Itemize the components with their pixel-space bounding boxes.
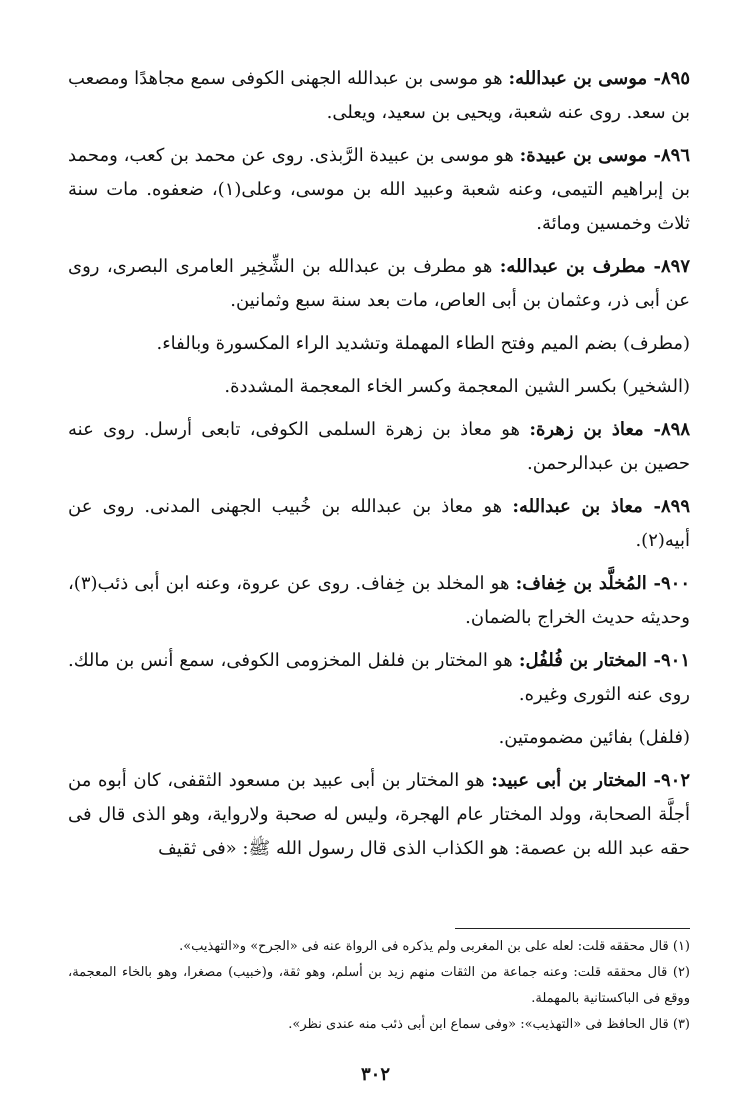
entry-body: (الشخير) بكسر الشين المعجمة وكسر الخاء المعجمة المشددة. (224, 376, 690, 397)
entry-heading: ٨٩٧- مطرف بن عبدالله: (499, 256, 691, 277)
entry-body: (مطرف) بضم الميم وفتح الطاء المهملة وتشديد الراء المكسورة وبالفاء. (156, 333, 690, 354)
page-number: ٣٠٢ (360, 1064, 390, 1085)
entry-899 (68, 490, 690, 558)
note-fulful (68, 721, 690, 755)
entry-901 (68, 644, 690, 712)
entry-heading: ٩٠٢- المختار بن أبى عبيد: (491, 770, 690, 791)
entry-896 (68, 139, 690, 241)
note-shikhkhir (68, 370, 690, 404)
footnote-1: (١) قال محققه قلت: لعله على بن المغربى ولم يذكره فى الرواة عنه فى «الجرح» و«التهذيب». (179, 939, 690, 954)
footnote-3: (٣) قال الحافظ فى «التهذيب»: «وفى سماع ابن أبى ذئب منه عندى نظر». (288, 1017, 690, 1032)
entry-body: هو المختار بن فلفل المخزومى الكوفى، سمع أنس بن مالك. روى عنه الثورى وغيره. (68, 650, 690, 705)
entry-body: هو المخلد بن خِفاف. روى عن عروة، وعنه ابن أبى ذئب(٣)، وحديثه حديث الخراج بالضمان. (68, 573, 690, 628)
entry-heading: ٨٩٦- موسى بن عبيدة: (519, 145, 690, 166)
entry-heading: ٨٩٩- معاذ بن عبدالله: (512, 496, 690, 517)
entry-body: (فلفل) بفائين مضمومتين. (498, 727, 690, 748)
entry-body: هو المختار بن أبى عبيد بن مسعود الثقفى، كان أبوه من أجلَّة الصحابة، وولد المختار عام الهجرة، وليس له صحبة ولارواية، وهو الذى قال فى حقه عبد الله بن عصمة: هو الكذاب الذى قال رسول الله ﷺ: «فى ثقيف (68, 770, 690, 859)
entry-898 (68, 413, 690, 481)
entry-body: هو موسى بن عبيدة الرَّبذى. روى عن محمد بن كعب، ومحمد بن إبراهيم التيمى، وعنه شعبة وعبيد الله بن موسى، وعلى(١)، ضعفوه. مات سنة ثلاث وخمسين ومائة. (68, 145, 690, 234)
entry-heading: ٨٩٨- معاذ بن زهرة: (529, 419, 691, 440)
entry-body: هو موسى بن عبدالله الجهنى الكوفى سمع مجاهدًا ومصعب بن سعد. روى عنه شعبة، ويحيى بن سعيد، ويعلى. (68, 68, 690, 123)
footnote-separator (455, 928, 690, 929)
entry-897 (68, 250, 690, 318)
entry-body: هو معاذ بن زهرة السلمى الكوفى، تابعى أرسل. روى عنه حصين بن عبدالرحمن. (68, 419, 690, 474)
entry-902 (68, 764, 690, 866)
note-mutarrif (68, 327, 690, 361)
entry-body: هو معاذ بن عبدالله بن خُبيب الجهنى المدنى. روى عن أبيه(٢). (68, 496, 690, 551)
footnote-2: (٢) قال محققه قلت: وعنه جماعة من الثقات منهم زيد بن أسلم، وهو ثقة، و(خبيب) مصغرا، وهو بالخاء المعجمة، ووقع فى الباكستانية بالمهملة. (68, 965, 690, 1006)
entry-900 (68, 567, 690, 635)
entry-heading: ٨٩٥- موسى بن عبدالله: (508, 68, 690, 89)
main-text (68, 62, 690, 875)
entry-body: هو مطرف بن عبدالله بن الشِّخِير العامرى البصرى، روى عن أبى ذر، وعثمان بن أبى العاص، مات بعد سنة سبع وثمانين. (68, 256, 690, 311)
entry-heading: ٩٠٠- المُخلَّد بن خِفاف: (515, 573, 690, 594)
entry-heading: ٩٠١- المختار بن فُلفُل: (518, 650, 691, 671)
entry-895 (68, 62, 690, 130)
footnotes (68, 934, 690, 1038)
